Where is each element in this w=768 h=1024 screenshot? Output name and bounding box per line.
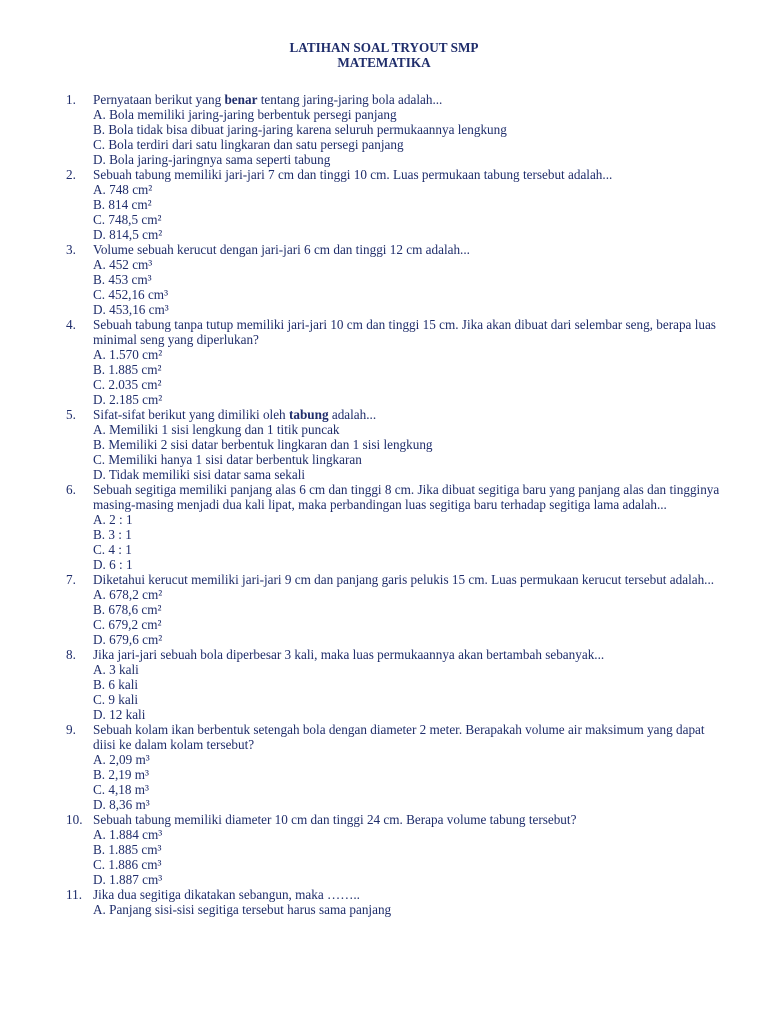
option-b: B. 1.885 cm³	[93, 842, 162, 857]
option-b: B. 6 kali	[93, 677, 139, 692]
option-d: D. 6 : 1	[93, 557, 133, 572]
option-c: C. 2.035 cm²	[93, 377, 162, 392]
option-c: C. Memiliki hanya 1 sisi datar berbentuk lingkaran	[93, 452, 362, 467]
question-stem: Volume sebuah kerucut dengan jari-jari 6 cm dan tinggi 12 cm adalah...	[93, 242, 470, 257]
option-c: C. 679,2 cm²	[93, 617, 162, 632]
option-c: C. 9 kali	[93, 692, 139, 707]
question-stem: Sebuah kolam ikan berbentuk setengah bola dengan diameter 2 meter. Berapakah volume air maksimum yang dapat diisi ke dalam kolam tersebut?	[93, 722, 705, 752]
option-b: B. 2,19 m³	[93, 767, 149, 782]
question-stem: Sebuah tabung memiliki jari-jari 7 cm dan tinggi 10 cm. Luas permukaan tabung tersebut adalah...	[93, 167, 613, 182]
question-number: 3.	[66, 242, 76, 257]
option-b: B. 3 : 1	[93, 527, 132, 542]
emphasis-word: tabung	[288, 407, 329, 422]
document-title: LATIHAN SOAL TRYOUT SMP	[289, 40, 479, 55]
option-b: B. 453 cm³	[93, 272, 152, 287]
question-number: 6.	[66, 482, 76, 497]
question-list	[0, 92, 768, 917]
option-c: C. Bola terdiri dari satu lingkaran dan satu persegi panjang	[93, 137, 404, 152]
option-a: A. 3 kali	[93, 662, 139, 677]
question-stem: Jika dua segitiga dikatakan sebangun, maka ……..	[93, 887, 360, 902]
option-a: A. 1.884 cm³	[93, 827, 163, 842]
question-4	[0, 317, 768, 407]
question-7	[0, 572, 768, 647]
question-number: 5.	[66, 407, 76, 422]
option-d: D. 1.887 cm³	[93, 872, 163, 887]
question-3	[0, 242, 768, 317]
option-a: A. 452 cm³	[93, 257, 153, 272]
option-c: C. 1.886 cm³	[93, 857, 162, 872]
option-d: D. Tidak memiliki sisi datar sama sekali	[93, 467, 306, 482]
document-subtitle: MATEMATIKA	[337, 55, 431, 70]
question-number: 7.	[66, 572, 76, 587]
question-2	[0, 167, 768, 242]
question-stem: Sebuah tabung memiliki diameter 10 cm dan tinggi 24 cm. Berapa volume tabung tersebut?	[93, 812, 577, 827]
option-d: D. 8,36 m³	[93, 797, 150, 812]
question-number: 11.	[66, 887, 82, 902]
question-9	[0, 722, 768, 812]
option-d: D. 814,5 cm²	[93, 227, 163, 242]
option-d: D. Bola jaring-jaringnya sama seperti tabung	[93, 152, 331, 167]
question-stem: Jika jari-jari sebuah bola diperbesar 3 kali, maka luas permukaannya akan bertambah sebanyak...	[93, 647, 605, 662]
option-a: A. 1.570 cm²	[93, 347, 163, 362]
option-b: B. Bola tidak bisa dibuat jaring-jaring karena seluruh permukaannya lengkung	[93, 122, 507, 137]
question-stem: Pernyataan berikut yang benar tentang jaring-jaring bola adalah...	[93, 92, 443, 107]
option-a: A. Panjang sisi-sisi segitiga tersebut harus sama panjang	[93, 902, 392, 917]
emphasis-word: benar	[224, 92, 258, 107]
question-number: 1.	[66, 92, 76, 107]
question-11	[0, 887, 768, 917]
option-b: B. 678,6 cm²	[93, 602, 162, 617]
option-d: D. 12 kali	[93, 707, 146, 722]
option-d: D. 453,16 cm³	[93, 302, 169, 317]
option-a: A. Memiliki 1 sisi lengkung dan 1 titik puncak	[93, 422, 340, 437]
option-d: D. 2.185 cm²	[93, 392, 163, 407]
option-c: C. 4 : 1	[93, 542, 132, 557]
option-c: C. 4,18 m³	[93, 782, 149, 797]
question-number: 10.	[66, 812, 83, 827]
question-stem: Sebuah segitiga memiliki panjang alas 6 cm dan tinggi 8 cm. Jika dibuat segitiga baru yang panjang alas dan tingginya masing-masing menjadi dua kali lipat, maka perbandingan luas segitiga baru terhadap segitiga lama adalah...	[93, 482, 720, 512]
question-number: 4.	[66, 317, 76, 332]
option-a: A. 2 : 1	[93, 512, 133, 527]
question-number: 2.	[66, 167, 76, 182]
option-c: C. 452,16 cm³	[93, 287, 169, 302]
question-8	[0, 647, 768, 722]
question-stem: Sebuah tabung tanpa tutup memiliki jari-jari 10 cm dan tinggi 15 cm. Jika akan dibuat dari selembar seng, berapa luas minimal seng yang diperlukan?	[93, 317, 716, 347]
question-6	[0, 482, 768, 572]
option-b: B. Memiliki 2 sisi datar berbentuk lingkaran dan 1 sisi lengkung	[93, 437, 433, 452]
question-number: 9.	[66, 722, 76, 737]
question-5	[0, 407, 768, 482]
question-stem: Diketahui kerucut memiliki jari-jari 9 cm dan panjang garis pelukis 15 cm. Luas permukaan kerucut tersebut adalah...	[93, 572, 715, 587]
option-a: A. Bola memiliki jaring-jaring berbentuk persegi panjang	[93, 107, 397, 122]
question-10	[0, 812, 768, 887]
question-number: 8.	[66, 647, 76, 662]
option-a: A. 2,09 m³	[93, 752, 150, 767]
question-stem: Sifat-sifat berikut yang dimiliki oleh tabung adalah...	[93, 407, 377, 422]
option-a: A. 678,2 cm²	[93, 587, 163, 602]
question-1	[0, 92, 768, 167]
option-b: B. 814 cm²	[93, 197, 152, 212]
option-a: A. 748 cm²	[93, 182, 153, 197]
option-c: C. 748,5 cm²	[93, 212, 162, 227]
option-b: B. 1.885 cm²	[93, 362, 162, 377]
option-d: D. 679,6 cm²	[93, 632, 163, 647]
